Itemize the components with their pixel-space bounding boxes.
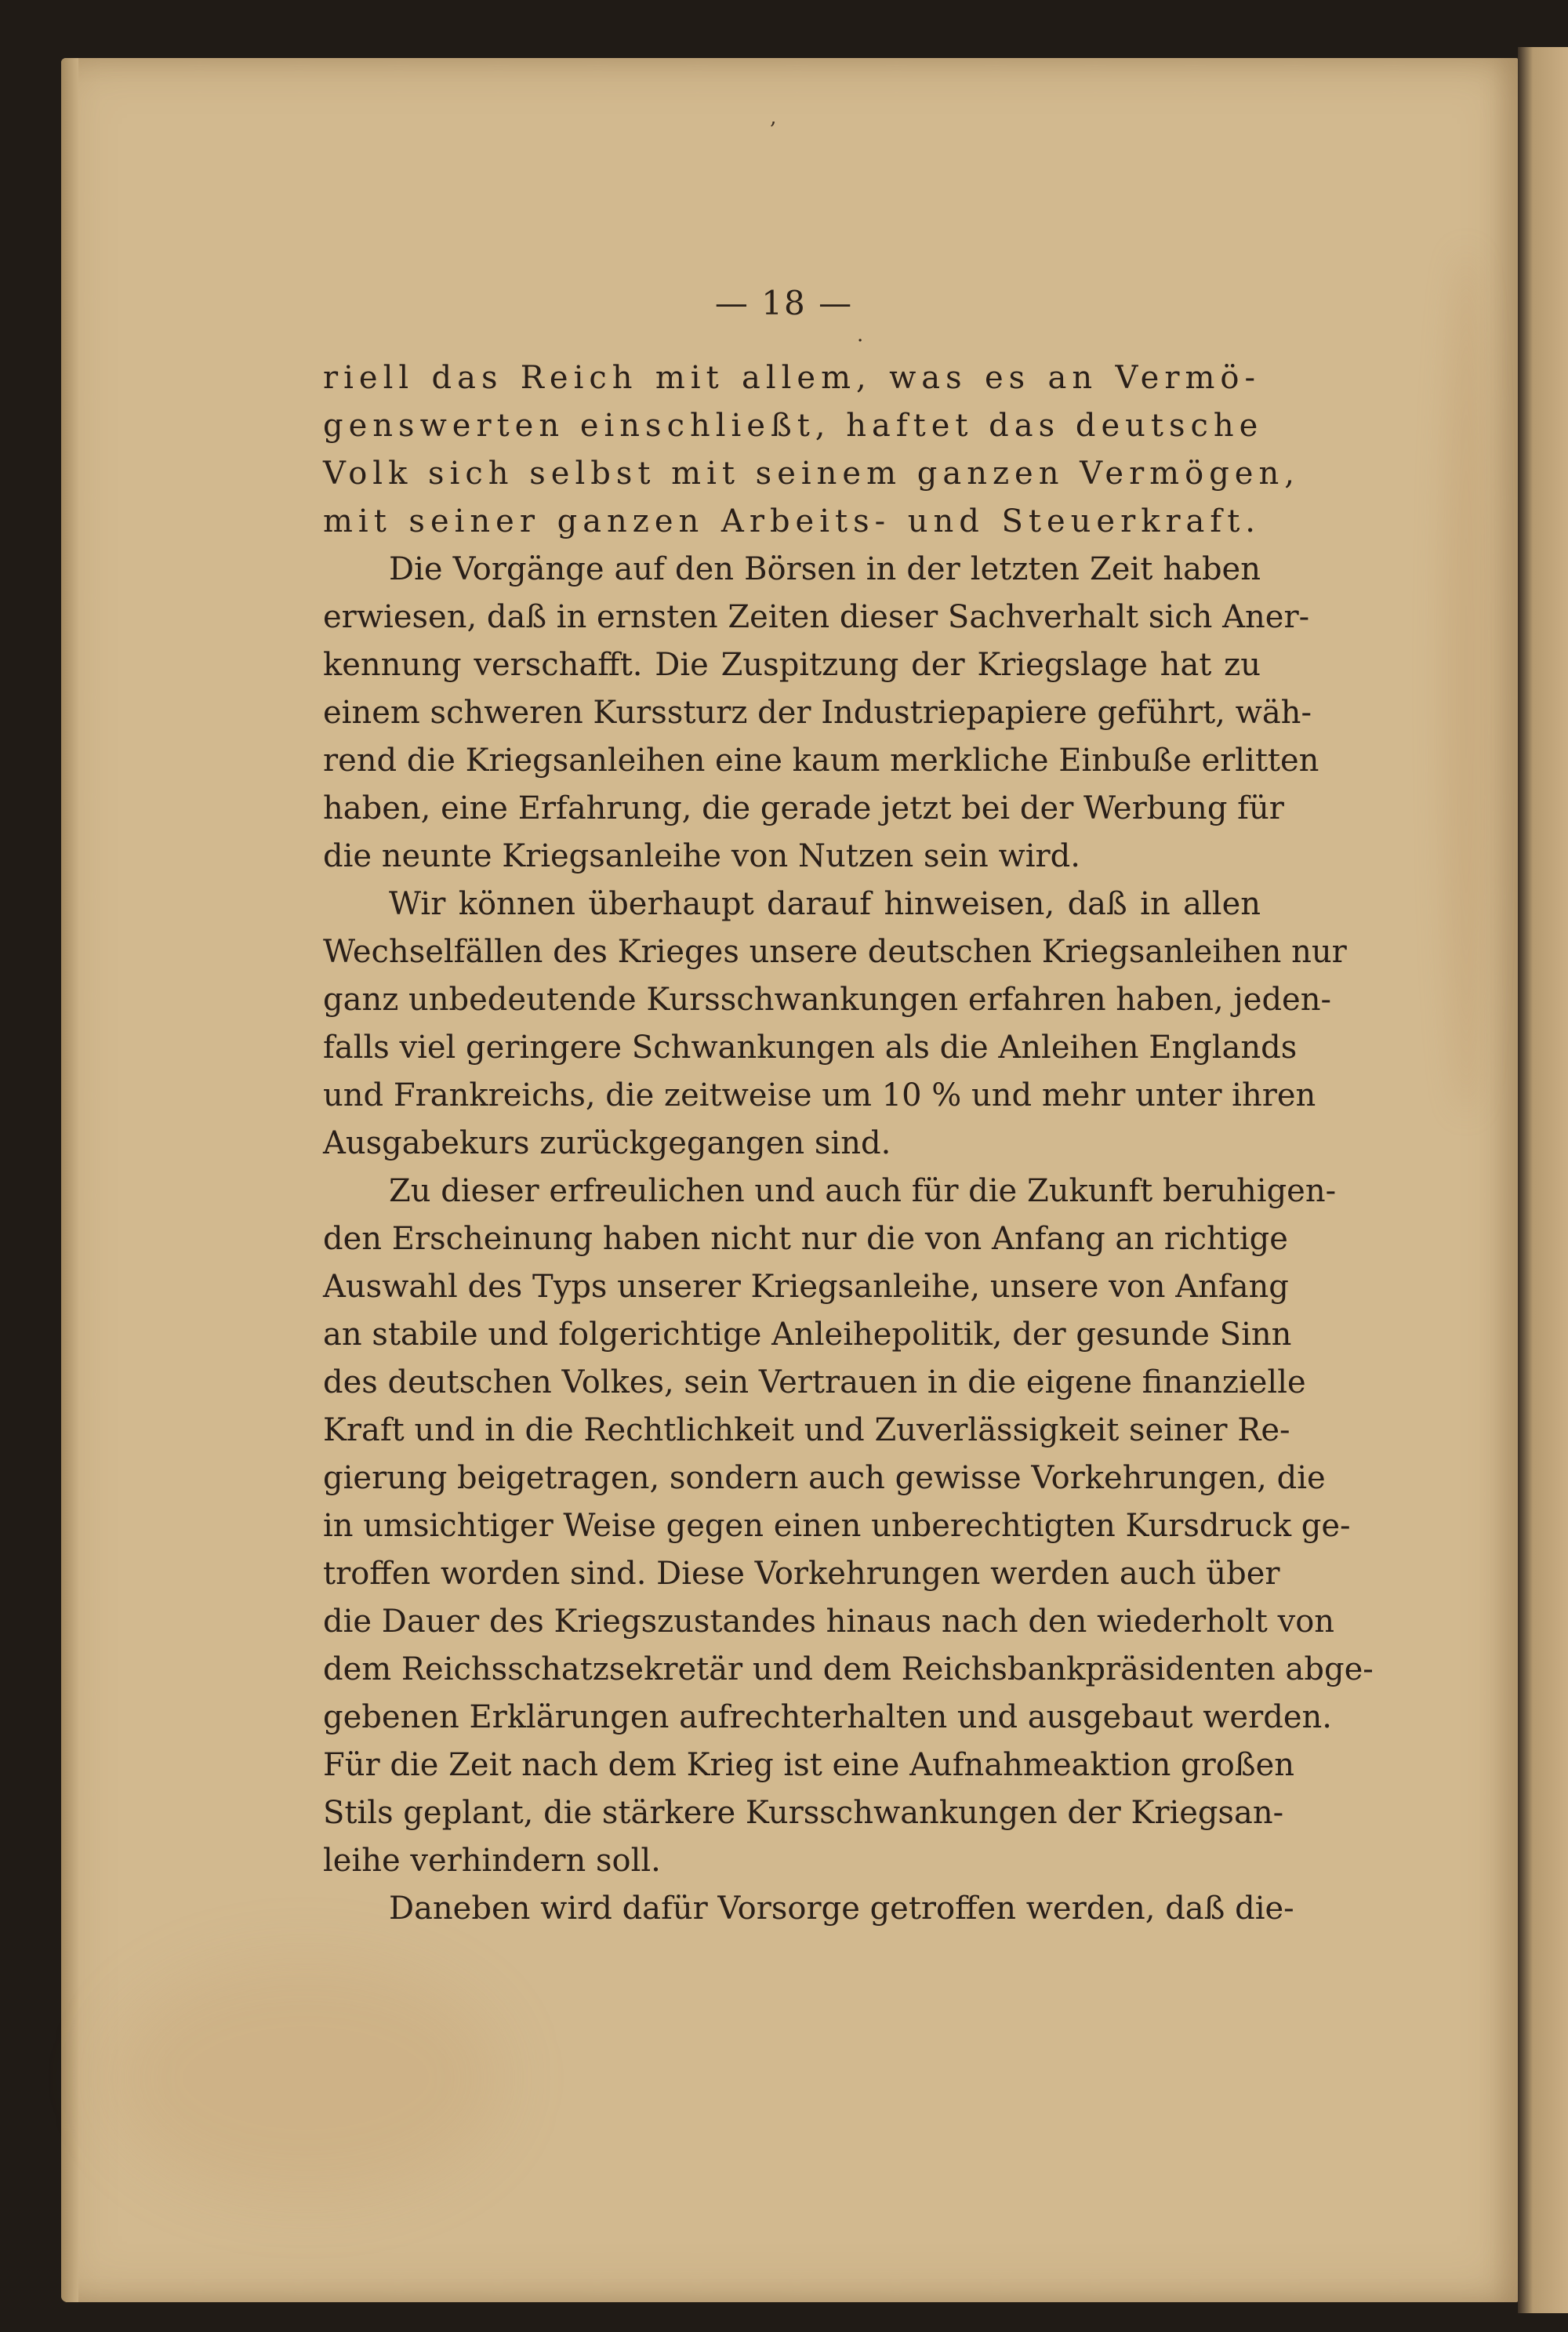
text-line: Wechselfällen des Krieges unsere deutschen Kriegsanleihen nur	[323, 934, 1347, 970]
text-line: Daneben wird dafür Vorsorge getroffen werden, daß die-	[389, 1891, 1294, 1927]
text-line: troffen worden sind. Diese Vorkehrungen werden auch über	[323, 1556, 1280, 1592]
text-line: leihe verhindern soll.	[323, 1843, 661, 1879]
text-line: gierung beigetragen, sondern auch gewisse Vorkehrungen, die	[323, 1460, 1326, 1496]
text-line: Ausgabekurs zurückgegangen sind.	[323, 1125, 891, 1161]
paper-stain	[1443, 251, 1490, 1113]
text-line: genswerten einschließt, haftet das deutsche	[323, 408, 1264, 444]
text-line: riell das Reich mit allem, was es an Vermö-	[323, 360, 1261, 396]
text-line: und Frankreichs, die zeitweise um 10 % und mehr unter ihren	[323, 1077, 1316, 1113]
paper-speck: ‚	[770, 106, 777, 129]
paper-stain	[110, 1960, 502, 2196]
text-line: an stabile und folgerichtige Anleihepolitik, der gesunde Sinn	[323, 1317, 1292, 1353]
text-line: des deutschen Volkes, sein Vertrauen in die eigene finanzielle	[323, 1364, 1306, 1400]
text-line: die neunte Kriegsanleihe von Nutzen sein wird.	[323, 838, 1080, 874]
text-line: gebenen Erklärungen aufrechterhalten und ausgebaut werden.	[323, 1699, 1332, 1735]
text-line: dem Reichsschatzsekretär und dem Reichsbankpräsidenten abge-	[323, 1651, 1374, 1687]
text-line: kennung verschafft. Die Zuspitzung der Kriegslage hat zu	[323, 647, 1261, 683]
text-line: Auswahl des Typs unserer Kriegsanleihe, unsere von Anfang	[323, 1269, 1289, 1305]
text-line: mit seiner ganzen Arbeits- und Steuerkraft.	[323, 503, 1261, 539]
text-line: rend die Kriegsanleihen eine kaum merkliche Einbuße erlitten	[323, 743, 1319, 779]
text-line: die Dauer des Kriegszustandes hinaus nach den wiederholt von	[323, 1604, 1335, 1640]
text-line: haben, eine Erfahrung, die gerade jetzt bei der Werbung für	[323, 790, 1284, 826]
text-line: Wir können überhaupt darauf hinweisen, daß in allen	[389, 886, 1261, 922]
text-line: ganz unbedeutende Kursschwankungen erfahren haben, jeden-	[323, 982, 1331, 1018]
text-line: in umsichtiger Weise gegen einen unberechtigten Kursdruck ge-	[323, 1508, 1351, 1544]
page-number: — 18 —	[714, 284, 854, 322]
text-line: einem schweren Kurssturz der Industriepapiere geführt, wäh-	[323, 695, 1312, 731]
text-line: den Erscheinung haben nicht nur die von Anfang an richtige	[323, 1221, 1288, 1257]
text-line: Für die Zeit nach dem Krieg ist eine Aufnahmeaktion großen	[323, 1747, 1295, 1783]
text-line: Zu dieser erfreulichen und auch für die Zukunft beruhigen-	[389, 1173, 1337, 1209]
adjacent-page-edge	[1518, 47, 1568, 2313]
text-line: erwiesen, daß in ernsten Zeiten dieser Sachverhalt sich Aner-	[323, 599, 1310, 635]
body-text	[323, 354, 1374, 1933]
text-line: Volk sich selbst mit seinem ganzen Vermögen,	[323, 456, 1300, 492]
page-edge-shadow	[61, 58, 78, 2302]
text-line: falls viel geringere Schwankungen als die Anleihen Englands	[323, 1030, 1298, 1066]
text-line: Stils geplant, die stärkere Kursschwankungen der Kriegsan-	[323, 1795, 1284, 1831]
paper-speck: ·	[857, 329, 864, 353]
text-line: Die Vorgänge auf den Börsen in der letzten Zeit haben	[389, 551, 1261, 587]
text-line: Kraft und in die Rechtlichkeit und Zuverlässigkeit seiner Re-	[323, 1412, 1290, 1448]
